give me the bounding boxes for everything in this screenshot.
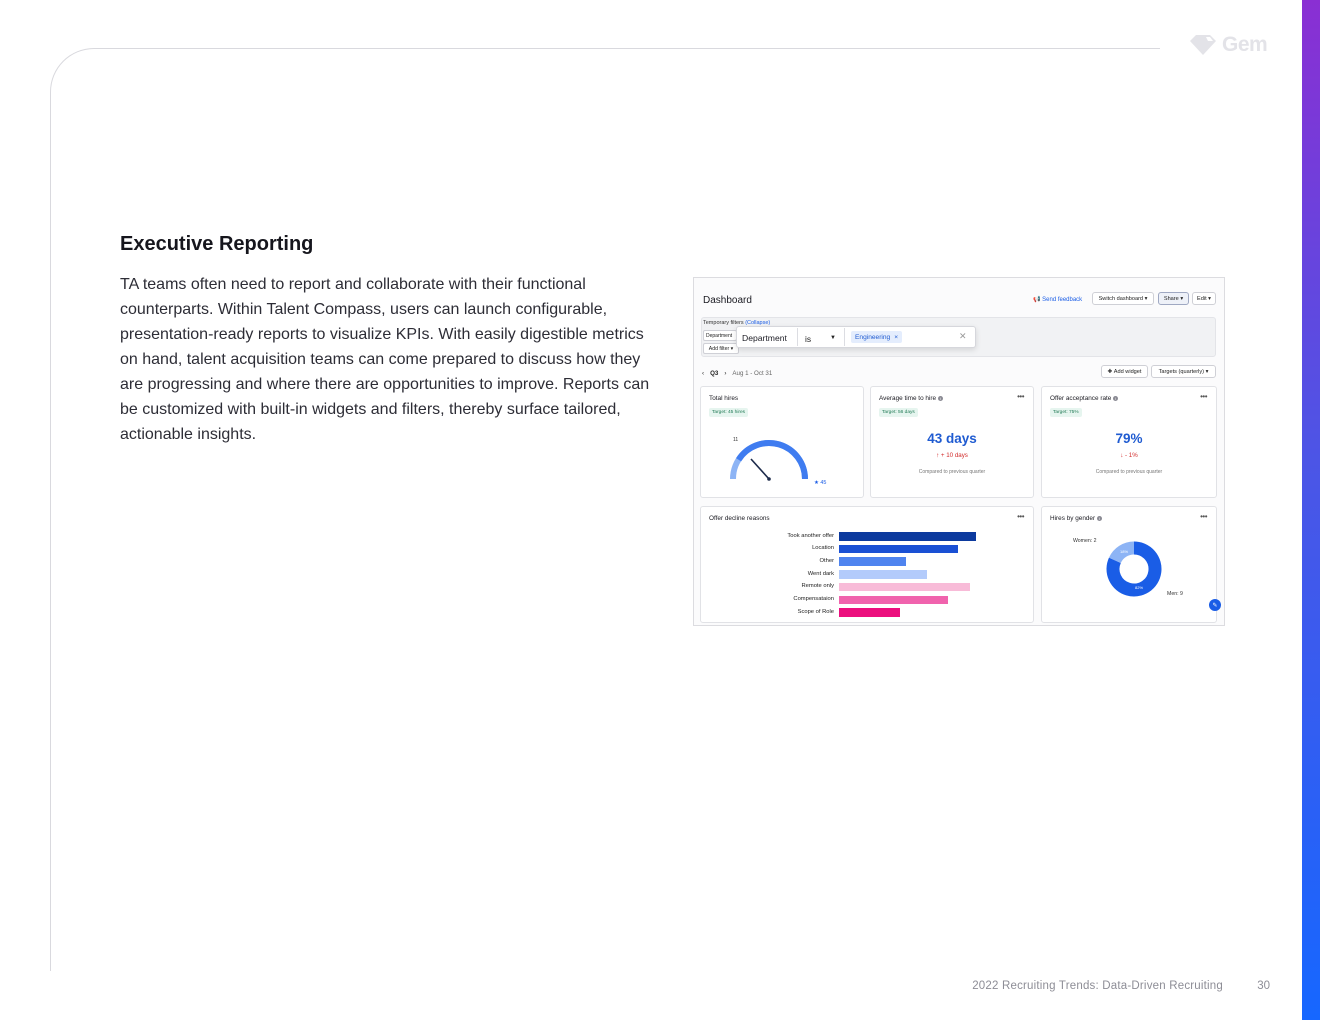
- comparison-note: Compared to previous quarter: [918, 469, 986, 475]
- card-title: Hires by gender i: [1050, 515, 1102, 522]
- department-filter-chip[interactable]: Department: [703, 330, 737, 341]
- caret-down-icon[interactable]: ▼: [830, 335, 836, 341]
- filter-operator[interactable]: is: [805, 334, 812, 344]
- gauge-needle: [751, 459, 769, 479]
- collapse-link[interactable]: (Collapse): [745, 320, 771, 326]
- men-percent: 82%: [1135, 585, 1144, 590]
- footer-title: 2022 Recruiting Trends: Data-Driven Recruiting: [972, 980, 1223, 992]
- gauge-track: [733, 443, 805, 479]
- divider: [844, 328, 845, 346]
- filter-value-tag[interactable]: Engineering ×: [851, 331, 902, 343]
- edit-button[interactable]: Edit ▾: [1192, 292, 1216, 305]
- add-widget-button[interactable]: ✚ Add widget: [1101, 365, 1148, 378]
- bar-label: Took another offer: [787, 532, 834, 539]
- target-badge: Target: 45 hires: [709, 408, 748, 417]
- bar[interactable]: [839, 545, 958, 554]
- more-options-icon[interactable]: •••: [1017, 512, 1024, 521]
- bar[interactable]: [839, 596, 948, 605]
- remove-tag-icon[interactable]: ×: [894, 333, 899, 341]
- plus-icon: ✚: [1107, 368, 1114, 375]
- info-icon[interactable]: i: [1113, 396, 1118, 401]
- switch-dashboard-button[interactable]: Switch dashboard ▾: [1092, 292, 1154, 305]
- metric-value: 43 days: [927, 431, 977, 446]
- chevron-right-icon[interactable]: ›: [724, 370, 727, 377]
- logo-text: Gem: [1222, 33, 1268, 56]
- bar-label: Scope of Role: [797, 608, 834, 615]
- metric-delta: ↑ + 10 days: [936, 452, 968, 459]
- edit-fab-button[interactable]: [1209, 599, 1221, 611]
- bar[interactable]: [839, 583, 970, 592]
- gauge-hub: [767, 477, 771, 481]
- megaphone-icon: 📢: [1033, 297, 1043, 303]
- bar[interactable]: [839, 557, 906, 566]
- divider: [797, 328, 798, 346]
- target-badge: Target: 75%: [1050, 408, 1082, 417]
- gauge-fill: [739, 443, 805, 479]
- share-button[interactable]: Share ▾: [1158, 292, 1189, 305]
- comparison-note: Compared to previous quarter: [1095, 469, 1163, 475]
- send-feedback-link[interactable]: 📢 Send feedback: [1033, 297, 1083, 303]
- period-selector: [702, 370, 772, 377]
- women-label: Women: 2: [1073, 538, 1097, 544]
- chevron-left-icon[interactable]: ‹: [702, 370, 705, 377]
- add-filter-button[interactable]: Add filter ▾: [703, 343, 739, 354]
- info-icon[interactable]: i: [938, 396, 943, 401]
- gem-logo: [1188, 33, 1267, 57]
- info-icon[interactable]: i: [1097, 516, 1102, 521]
- period-range: Aug 1 - Oct 31: [732, 370, 773, 377]
- section-heading: Executive Reporting: [120, 233, 314, 255]
- card-title: Offer acceptance rate i: [1050, 395, 1118, 402]
- bar-label: Location: [812, 545, 834, 552]
- bar-label: Other: [819, 557, 834, 564]
- gauge-chart: [729, 427, 849, 487]
- offer-acceptance-rate-card[interactable]: [1041, 386, 1217, 498]
- women-percent: 18%: [1120, 549, 1129, 554]
- brand-gradient-bar: [1302, 0, 1320, 1020]
- dashboard-title: Dashboard: [703, 295, 752, 306]
- targets-dropdown[interactable]: Targets (quarterly) ▾: [1151, 365, 1216, 378]
- page-number: 30: [1257, 980, 1270, 992]
- target-badge: Target: 56 days: [879, 408, 918, 417]
- offer-decline-reasons-card[interactable]: [700, 506, 1034, 623]
- more-options-icon[interactable]: •••: [1200, 512, 1207, 521]
- temporary-filters-label: Temporary filters (Collapse): [703, 320, 771, 326]
- metric-delta: ↓ - 1%: [1120, 452, 1138, 459]
- metric-value: 79%: [1115, 431, 1143, 446]
- section-body: TA teams often need to report and collaborate with their functional counterparts. Within Talent Compass, users can launch configurable, presentation-ready reports to visualize KPIs. With easily digestible metrics on hand, talent acquisition teams can come prepared to discuss how they are progressing and where there are opportunities to improve. Reports can be customized with built-in widgets and filters, thereby surface tailored, actionable insights.: [120, 276, 650, 443]
- bar[interactable]: [839, 570, 927, 579]
- card-title: Total hires: [709, 395, 739, 402]
- more-options-icon[interactable]: •••: [1200, 392, 1207, 401]
- bar[interactable]: [839, 608, 900, 617]
- gauge-value-label: 11: [733, 437, 739, 443]
- total-hires-card[interactable]: [700, 386, 864, 498]
- card-title: Average time to hire i: [879, 395, 943, 402]
- bar-label: Went dark: [807, 570, 834, 577]
- filter-field[interactable]: Department: [742, 333, 787, 343]
- average-time-to-hire-card[interactable]: [870, 386, 1034, 498]
- dashboard-screenshot: [693, 277, 1225, 626]
- bar-label: Remote only: [801, 583, 834, 590]
- gauge-goal-label: ★ 45: [814, 480, 827, 486]
- card-title: Offer decline reasons: [709, 515, 770, 522]
- men-label: Men: 9: [1167, 591, 1183, 597]
- hires-by-gender-card[interactable]: [1041, 506, 1217, 623]
- more-options-icon[interactable]: •••: [1017, 392, 1024, 401]
- gender-donut-chart: [1102, 537, 1166, 601]
- bar[interactable]: [839, 532, 976, 541]
- period-label[interactable]: Q3: [710, 370, 719, 377]
- gem-icon: [1188, 33, 1218, 57]
- pencil-icon: ✎: [1212, 602, 1218, 609]
- close-icon[interactable]: ✕: [959, 331, 967, 341]
- bar-label: Compensataion: [793, 596, 834, 602]
